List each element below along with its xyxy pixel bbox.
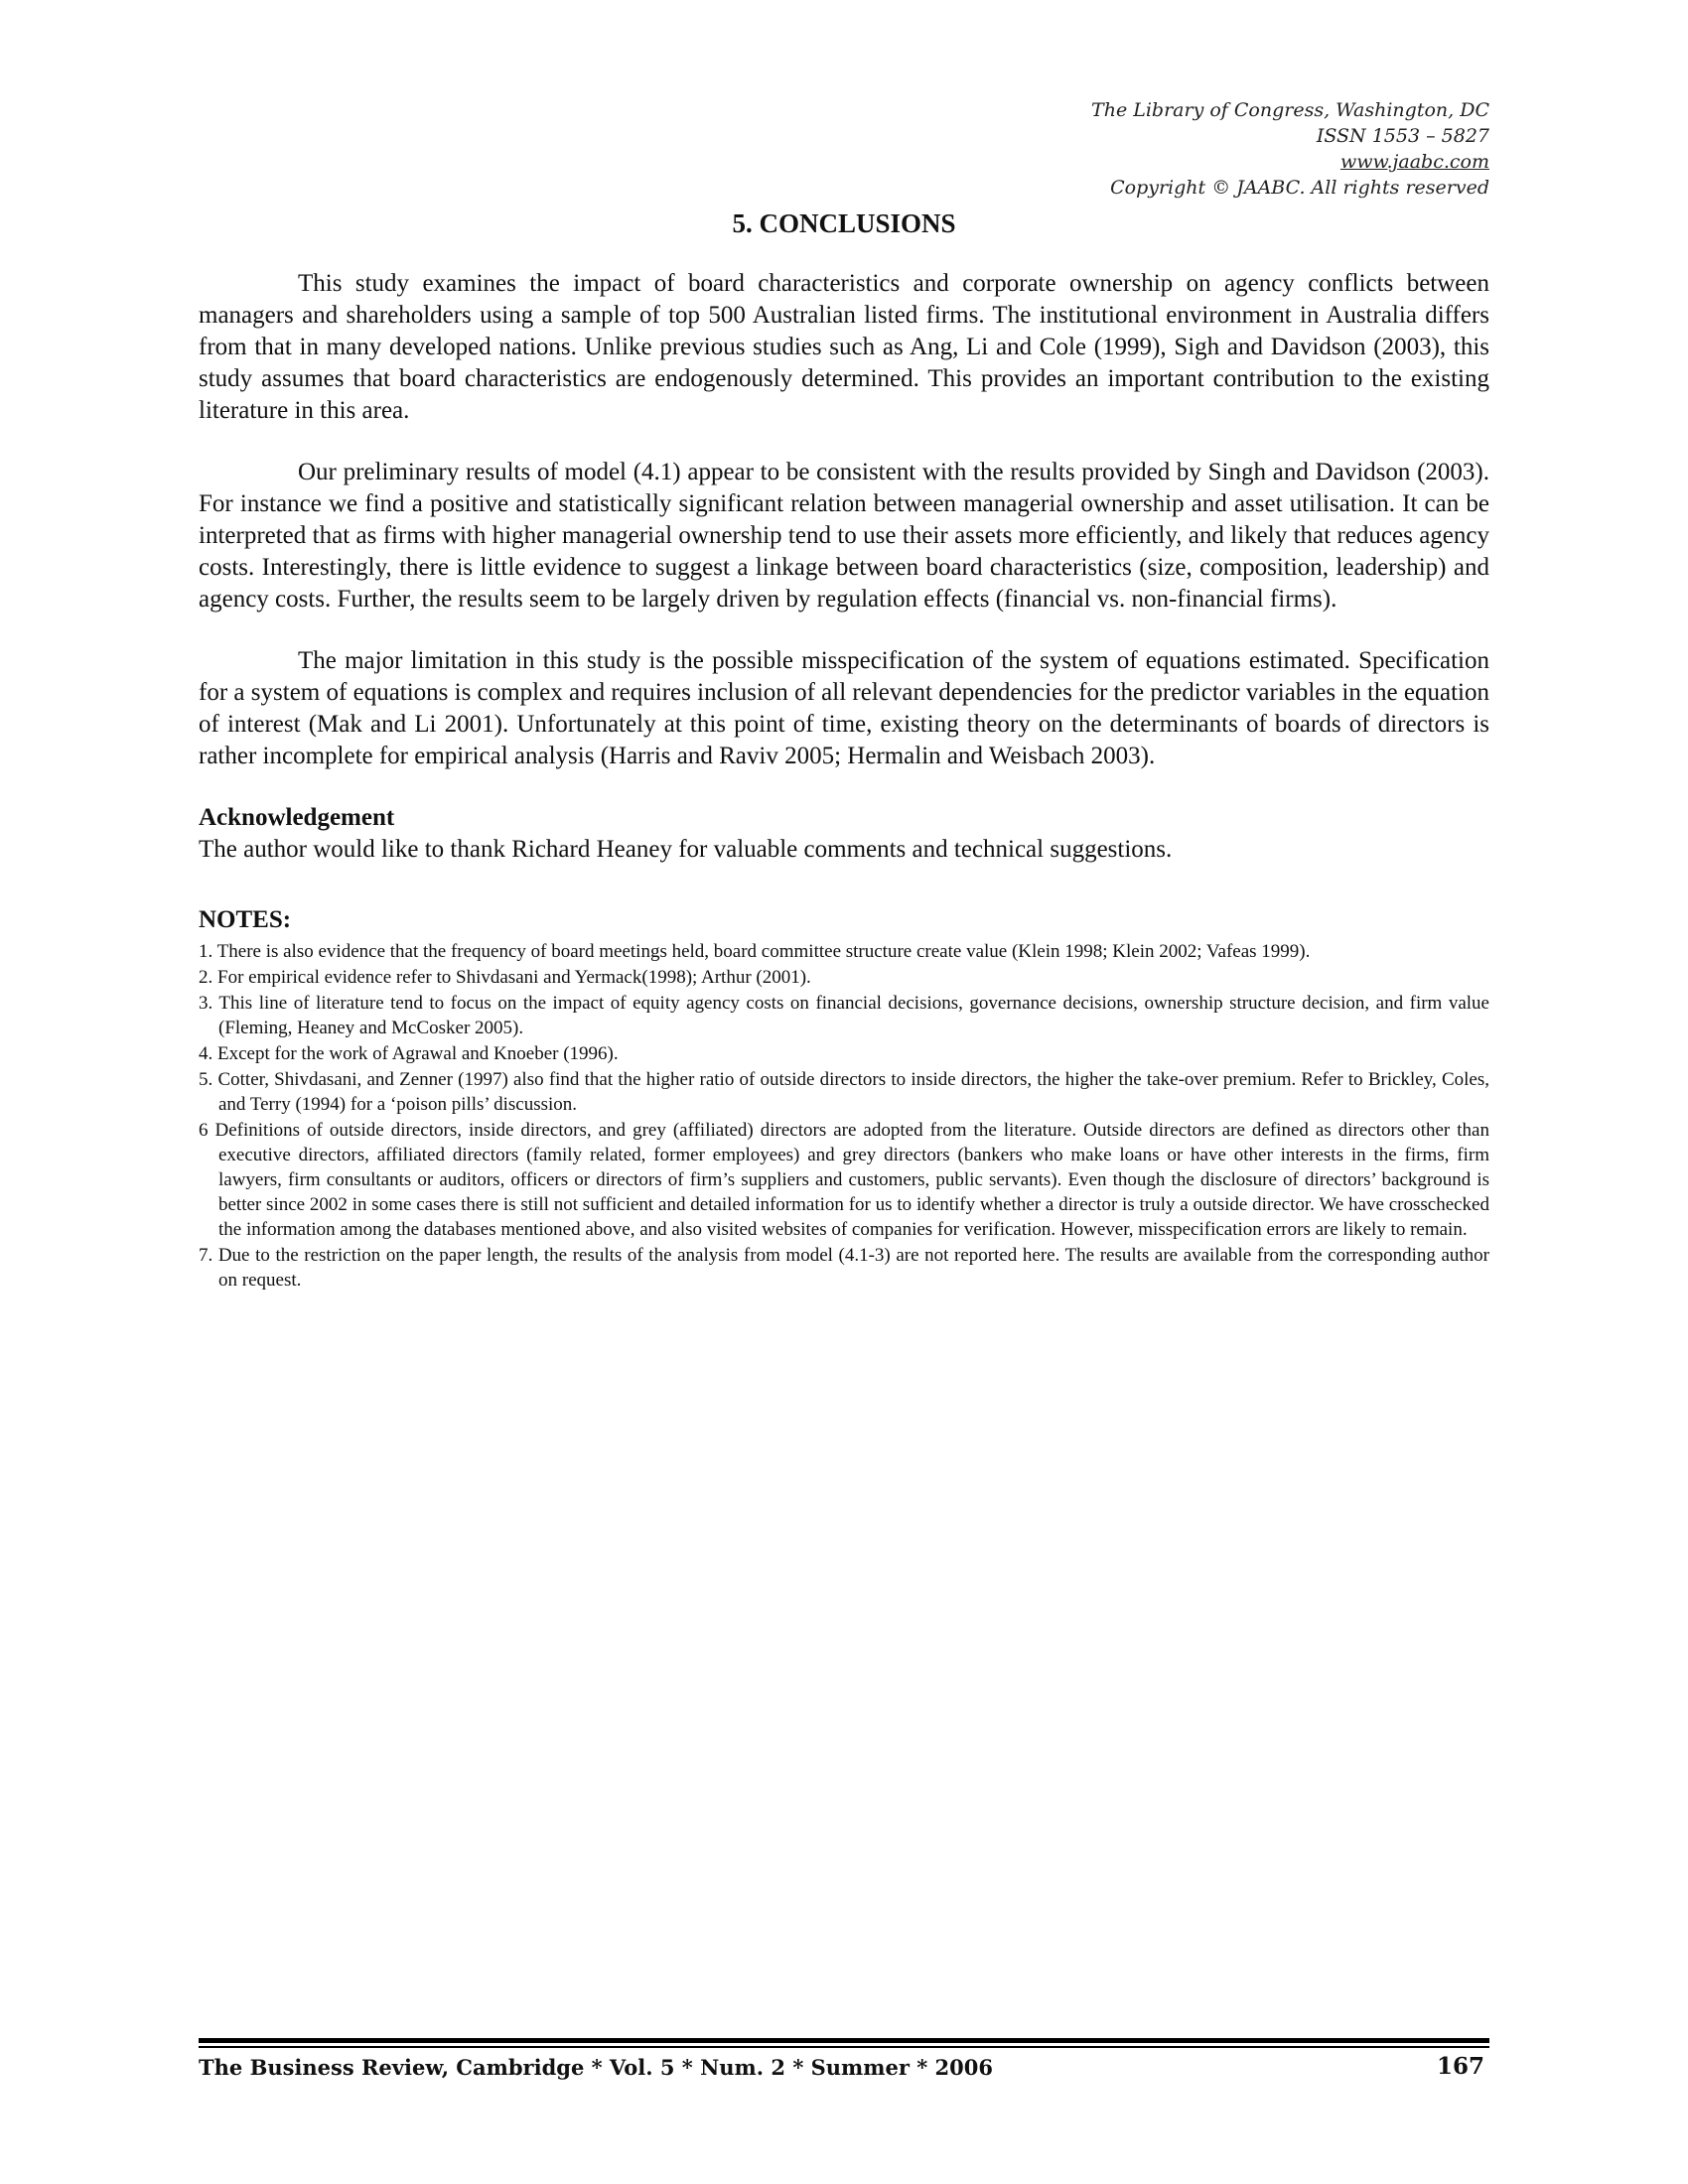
note-item: 7. Due to the restriction on the paper length, the results of the analysis from model (4.1-3) are not reported here. The results are available from the corresponding author on request. [199, 1245, 1489, 1291]
acknowledgement-title: Acknowledgement [199, 804, 395, 831]
notes-title: NOTES: [199, 906, 292, 933]
header-copyright-line: Copyright © JAABC. All rights reserved [1110, 177, 1489, 199]
notes-section [199, 905, 1489, 1293]
header-issn-line: ISSN 1553 – 5827 [1316, 125, 1489, 147]
footer-divider-thin [199, 2046, 1489, 2048]
section-title: 5. CONCLUSIONS [732, 208, 956, 238]
paragraph-2: Our preliminary results of model (4.1) appear to be consistent with the results provided by Singh and Davidson (2003). For instance we find a positive and statistically significant relation between managerial ownership and asset utilisation. It can be interpreted that as firms with higher managerial ownership tend to use their assets more efficiently, and likely that reduces agency costs. Interestingly, there is little evidence to suggest a linkage between board characteristics (size, composition, leadership) and agency costs. Further, the results seem to be largely driven by regulation effects (financial vs. non-financial firms). [199, 459, 1489, 613]
body-text [199, 268, 1489, 1294]
footer-divider-thick [199, 2038, 1489, 2043]
notes-list [199, 939, 1489, 1293]
page-number: 167 [1436, 2053, 1484, 2080]
footer-journal-info: The Business Review, Cambridge * Vol. 5 * Num. 2 * Summer * 2006 [199, 2055, 993, 2080]
note-item: 1. There is also evidence that the frequency of board meetings held, board committee structure create value (Klein 1998; Klein 2002; Vafeas 1999). [199, 941, 1311, 962]
paragraph-1: This study examines the impact of board characteristics and corporate ownership on agency conflicts between managers and shareholders using a sample of top 500 Australian listed firms. The institutional environment in Australia differs from that in many developed nations. Unlike previous studies such as Ang, Li and Cole (1999), Sigh and Davidson (2003), this study assumes that board characteristics are endogenously determined. This provides an important contribution to the existing literature in this area. [199, 270, 1489, 424]
note-item: 6 Definitions of outside directors, inside directors, and grey (affiliated) directors are adopted from the literature. Outside directors are defined as directors other than executive directors, affiliated directors (family related, former employees) and grey directors (bankers who make loans or have other interests in the firms, firm lawyers, firm consultants or auditors, officers or directors of firm’s suppliers and customers, public servants). Even though the disclosure of directors’ background is better since 2002 in some cases there is still not sufficient and detailed information for us to identify whether a director is truly a outside director. We have crosschecked the information among the databases mentioned above, and also visited websites of companies for verification. However, misspecification errors are likely to remain. [199, 1120, 1489, 1240]
journal-header [1091, 97, 1489, 201]
acknowledgement-section [199, 802, 1489, 866]
header-library-line: The Library of Congress, Washington, DC [1091, 99, 1489, 121]
note-item: 2. For empirical evidence refer to Shivdasani and Yermack(1998); Arthur (2001). [199, 967, 811, 988]
note-item: 4. Except for the work of Agrawal and Knoeber (1996). [199, 1043, 619, 1064]
acknowledgement-text: The author would like to thank Richard Heaney for valuable comments and technical suggestions. [199, 836, 1173, 863]
note-item: 3. This line of literature tend to focus on the impact of equity agency costs on financial decisions, governance decisions, ownership structure decision, and firm value (Fleming, Heaney and McCosker 2005). [199, 993, 1489, 1038]
paragraph-3: The major limitation in this study is the possible misspecification of the system of equations estimated. Specification for a system of equations is complex and requires inclusion of all relevant dependencies for the predictor variables in the equation of interest (Mak and Li 2001). Unfortunately at this point of time, existing theory on the determinants of boards of directors is rather incomplete for empirical analysis (Harris and Raviv 2005; Hermalin and Weisbach 2003). [199, 647, 1489, 769]
note-item: 5. Cotter, Shivdasani, and Zenner (1997) also find that the higher ratio of outside directors to inside directors, the higher the take-over premium. Refer to Brickley, Coles, and Terry (1994) for a ‘poison pills’ discussion. [199, 1069, 1489, 1115]
header-website-link[interactable]: www.jaabc.com [1339, 151, 1489, 173]
